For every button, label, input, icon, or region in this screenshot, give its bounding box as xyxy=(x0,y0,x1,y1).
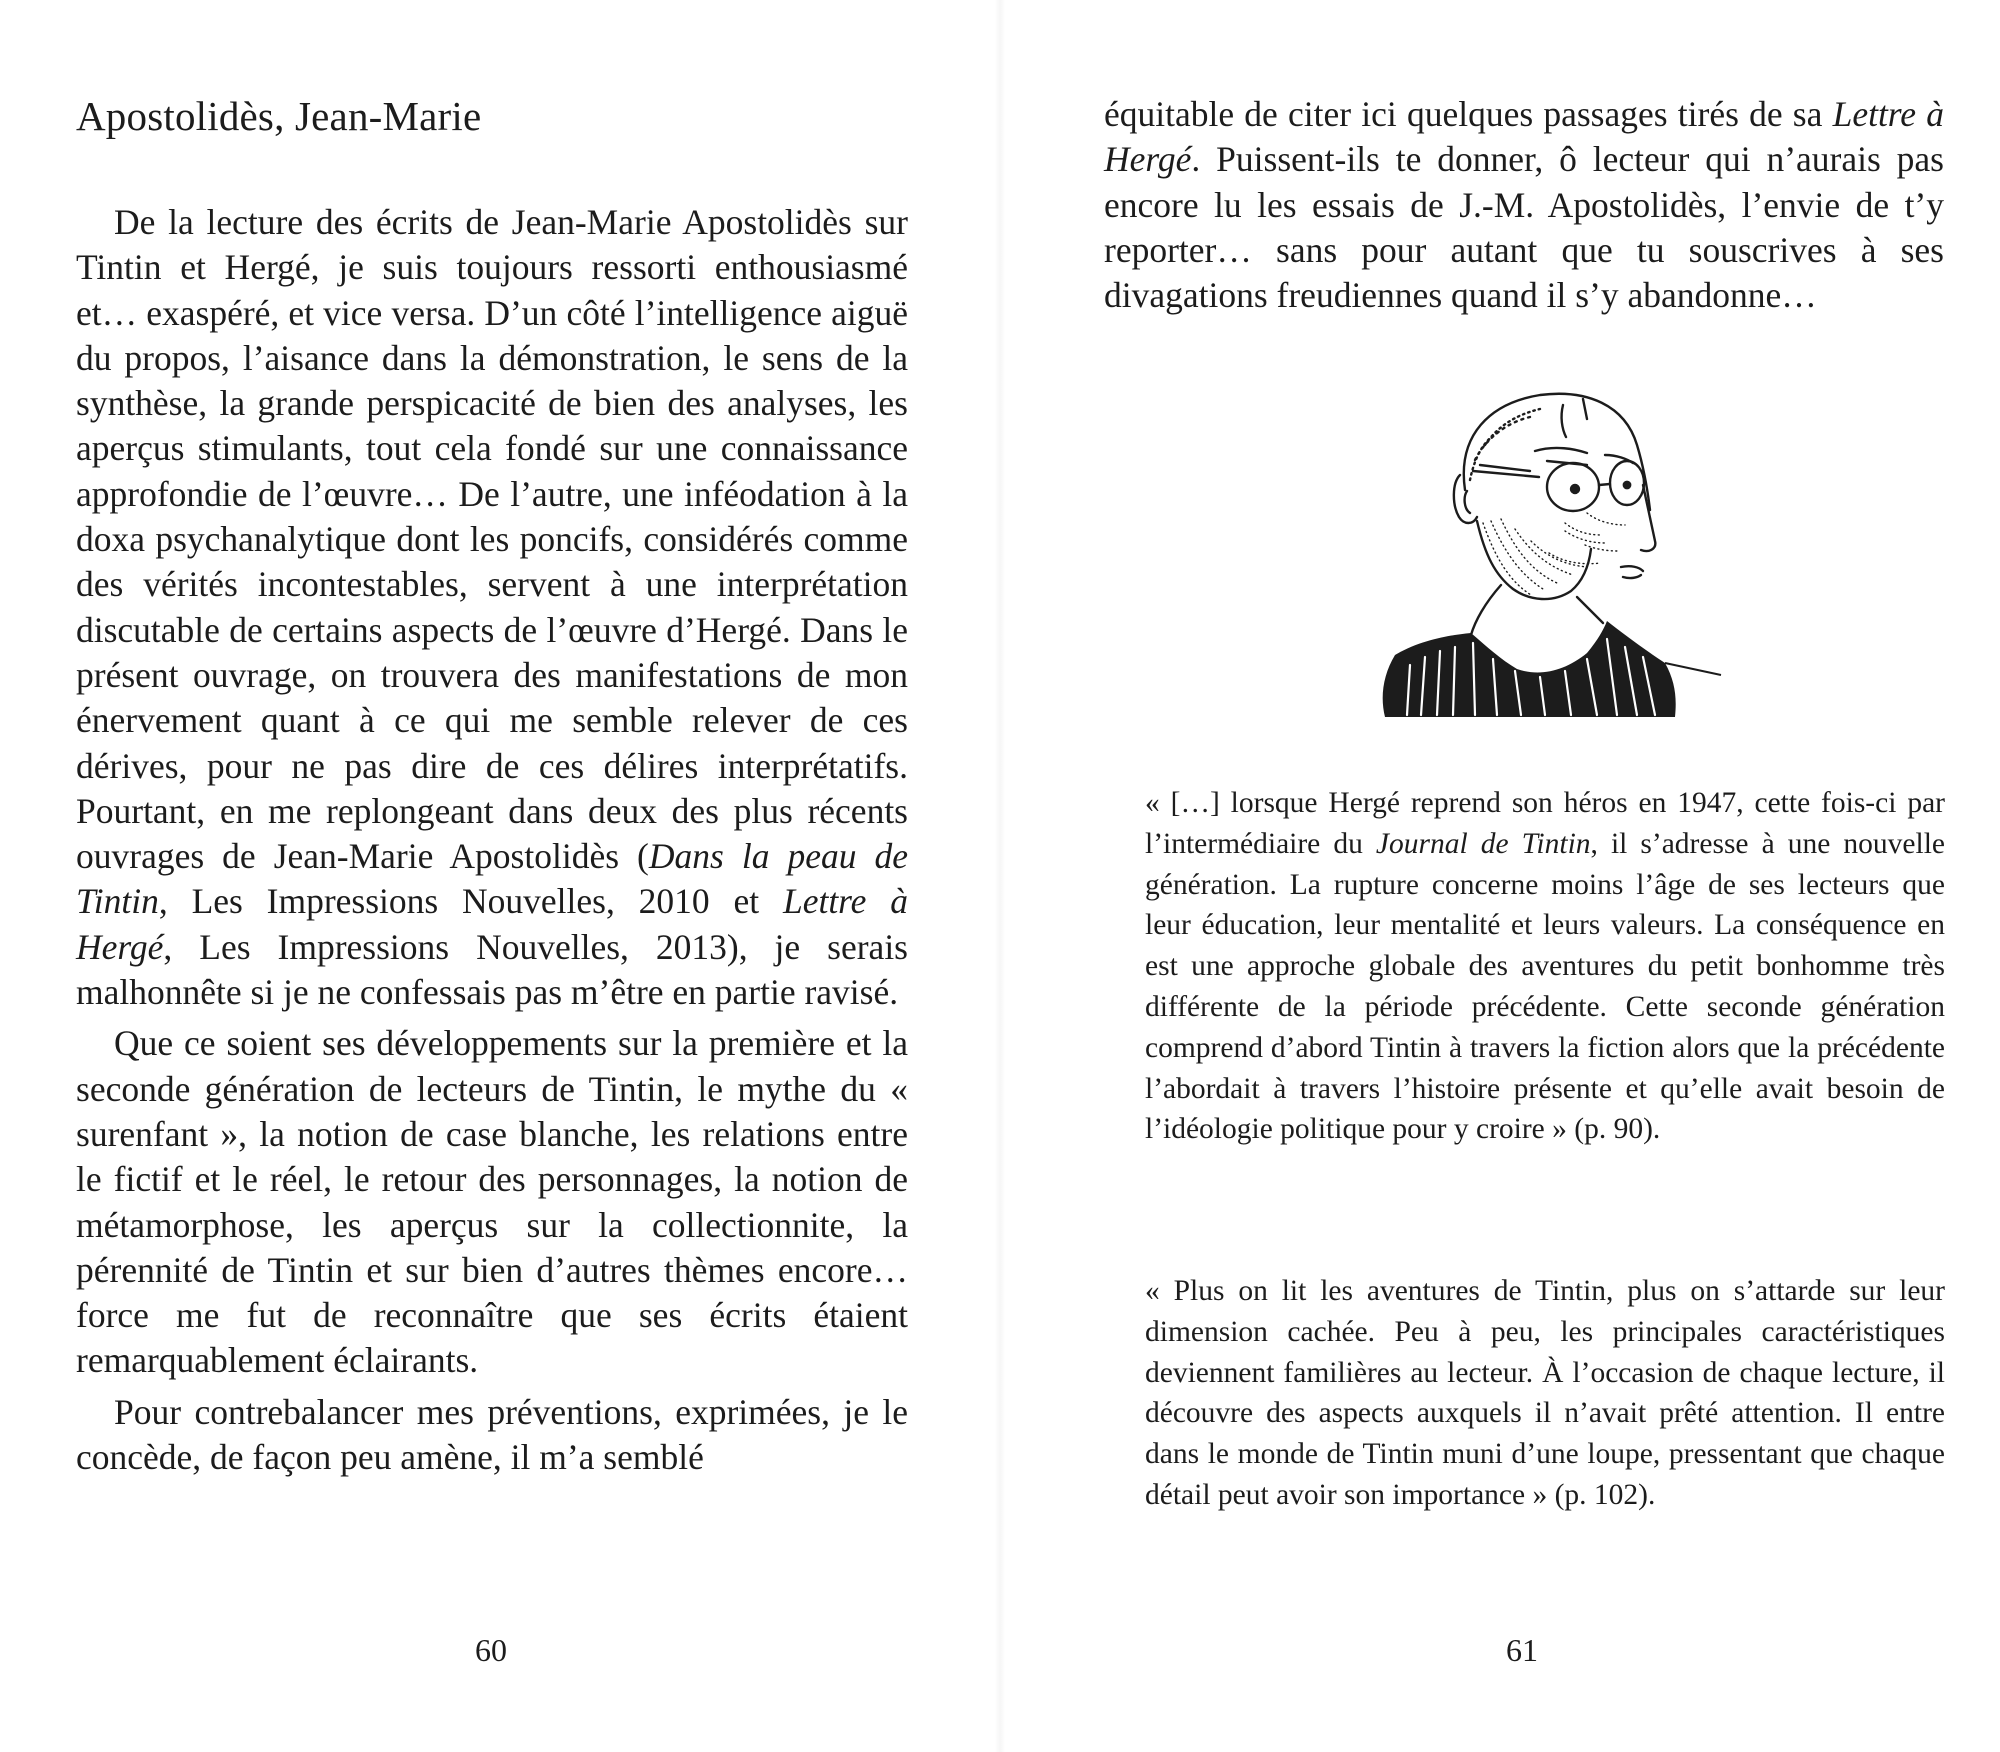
continuation-paragraph xyxy=(1104,92,1944,318)
book-title-dans-la-peau: Dans la peau de Tintin xyxy=(76,836,908,922)
quote-1 xyxy=(1145,783,1945,1150)
quote-2 xyxy=(1145,1271,1945,1516)
continuation-text-2: . Puissent-ils te donner, ô lecteur qui n’aurais pas encore lu les essais de J.-M. Apostolidès, l’envie de t’y reporter… sans pour autant que tu souscrives à ses divagations freudiennes quand il s’y abandonne… xyxy=(1104,139,1944,316)
book-title-lettre: Lettre à Hergé xyxy=(1104,94,1945,180)
page-number-left: 60 xyxy=(475,1632,507,1668)
quote-1-text-2: , il s’adresse à une nouvelle génération. La rupture concerne moins l’âge de ses lecteurs que leur éducation, leur mentalité et leurs valeurs. La conséquence en est une approche globale des aventures du petit bonhomme très différente de la période précédente. Cette seconde génération comprend d’abord Tintin à travers la fiction alors que la précédente l’abordait à travers l’histoire présente et qu’elle avait besoin de l’idéologie politique pour y croire » (p. 90). xyxy=(1145,827,1945,1146)
entry-heading: Apostolidès, Jean-Marie xyxy=(76,93,482,139)
journal-title: Journal de Tintin xyxy=(1375,827,1591,860)
portrait-illustration xyxy=(1325,345,1725,745)
page-number-right: 61 xyxy=(1506,1632,1538,1668)
paragraph-3: Pour contrebalancer mes préventions, exprimées, je le concède, de façon peu amène, il m’a semblé xyxy=(76,1391,908,1478)
paragraph-1-text: De la lecture des écrits de Jean-Marie Apostolidès sur Tintin et Hergé, je suis toujours ressorti enthousiasmé et… exaspéré, et vice versa. D’un côté l’intelligence aiguë du propos, l’aisance dans la démonstration, le sens de la synthèse, la grande perspicacité de bien des analyses, les aperçus stimulants, tout cela fondé sur une connaissance approfondie de l’œuvre… De l’autre, une inféodation à la doxa psychanalytique dont les poncifs, considérés comme des vérités incontestables, servent à une interprétation discutable de certains aspects de l’œuvre d’Hergé. Dans le présent ouvrage, on trouvera des manifestations de mon énervement quant à ce qui me semble relever de ces dérives, pour ne pas dire de ces délires interprétatifs. Pourtant, en me replongeant dans deux des plus récents ouvrages de Jean-Marie Apostolidès ( xyxy=(76,202,908,877)
paragraph-1 xyxy=(76,200,908,1015)
right-body-text xyxy=(1104,92,1944,318)
continuation-text: équitable de citer ici quelques passages tirés de sa xyxy=(1104,94,1833,134)
quote-2-paragraph: « Plus on lit les aventures de Tintin, plus on s’attarde sur leur dimension cachée. Peu à peu, les principales caractéristiques deviennent familières au lecteur. À l’occasion de chaque lecture, il découvre des aspects auxquels il n’avait prêté attention. Il entre dans le monde de Tintin muni d’une loupe, pressentant que chaque détail peut avoir son importance » (p. 102). xyxy=(1145,1275,1945,1511)
paragraph-1-text-2: , Les Impressions Nouvelles, 2010 et xyxy=(158,881,783,922)
right-page xyxy=(1000,0,2000,1752)
quote-1-text: « […] lorsque Hergé reprend son héros en 1947, cette fois-ci par l’intermédiaire du xyxy=(1145,787,1945,860)
book-title-lettre-a-herge: Lettre à Hergé xyxy=(76,881,909,967)
paragraph-2: Que ce soient ses développements sur la première et la seconde génération de lecteurs de Tintin, le mythe du « surenfant », la notion de case blanche, les relations entre le fictif et le réel, le retour des personnages, la notion de métamorphose, les aperçus sur la collectionnite, la pérennité de Tintin et sur bien d’autres thèmes encore… force me fut de reconnaître que ses écrits étaient remarquablement éclairants. xyxy=(76,1023,908,1381)
quote-1-paragraph xyxy=(1145,783,1945,1150)
left-body-text xyxy=(76,200,908,1480)
paragraph-1-text-3: , Les Impressions Nouvelles, 2013), je serais malhonnête si je ne confessais pas m’être en partie ravisé. xyxy=(76,926,908,1013)
